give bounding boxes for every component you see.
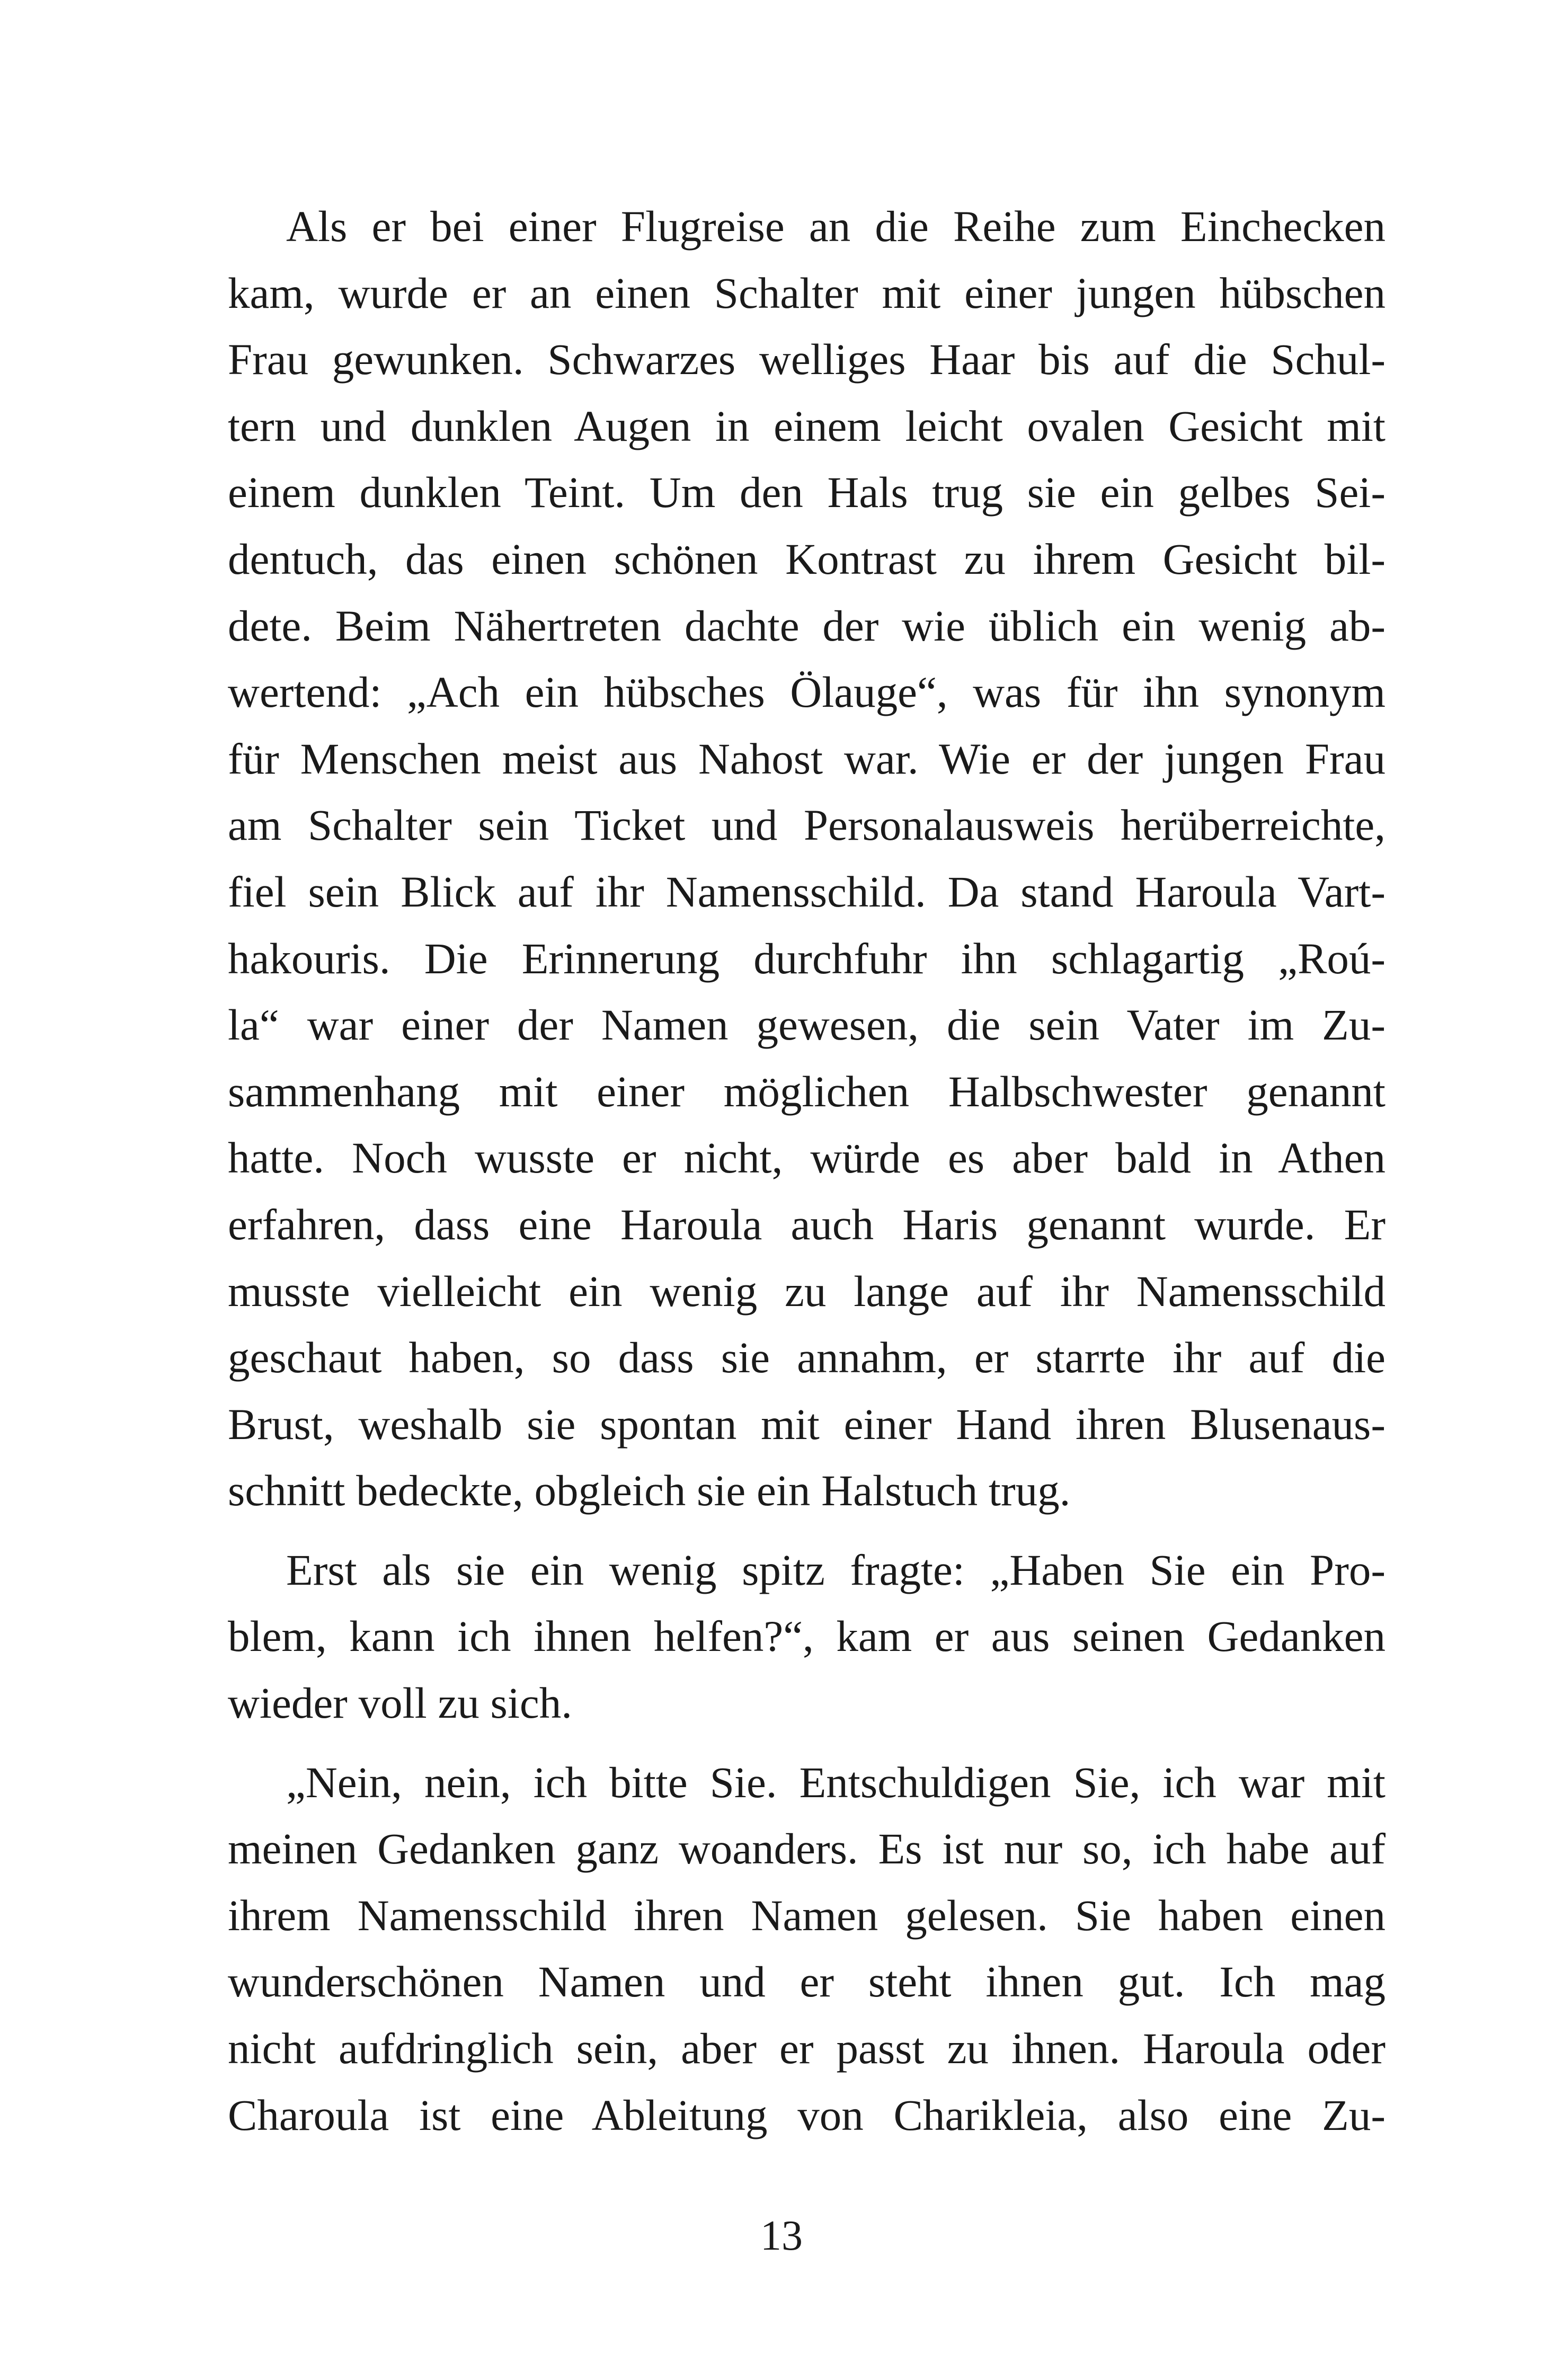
text-line: blem, kann ich ihnen helfen?“, kam er aus seinen Gedanken	[228, 1612, 1386, 1661]
text-line: la“ war einer der Namen gewesen, die sein Vater im Zu-	[228, 1000, 1386, 1050]
body-text	[228, 193, 1386, 2148]
text-line: meinen Gedanken ganz woanders. Es ist nur so, ich habe auf	[228, 1824, 1386, 1873]
text-line: wunderschönen Namen und er steht ihnen gut. Ich mag	[228, 1957, 1386, 2006]
paragraph-gap	[228, 1524, 1386, 1537]
text-line: hakouris. Die Erinnerung durchfuhr ihn schlagartig „Roú-	[228, 934, 1386, 983]
paragraph	[228, 1537, 1386, 1737]
page-number: 13	[760, 2213, 803, 2259]
text-line: am Schalter sein Ticket und Personalausweis herüberreichte,	[228, 801, 1386, 850]
paragraph	[228, 1750, 1386, 2149]
text-line: geschaut haben, so dass sie annahm, er starrte ihr auf die	[228, 1333, 1386, 1382]
text-line: Charoula ist eine Ableitung von Charikleia, also eine Zu-	[228, 2090, 1386, 2139]
text-line: nicht aufdringlich sein, aber er passt zu ihnen. Haroula oder	[228, 2024, 1386, 2073]
text-line: tern und dunklen Augen in einem leicht ovalen Gesicht mit	[228, 401, 1386, 450]
text-line: ihrem Namensschild ihren Namen gelesen. Sie haben einen	[228, 1890, 1386, 1940]
text-line: hatte. Noch wusste er nicht, würde es aber bald in Athen	[228, 1133, 1386, 1183]
paragraph-gap	[228, 1737, 1386, 1750]
text-line: erfahren, dass eine Haroula auch Haris genannt wurde. Er	[228, 1200, 1386, 1249]
text-line: musste vielleicht ein wenig zu lange auf ihr Namensschild	[228, 1266, 1386, 1316]
text-line: schnitt bedeckte, obgleich sie ein Halstuch trug.	[228, 1466, 1071, 1515]
text-line: wieder voll zu sich.	[228, 1679, 572, 1728]
text-line: sammenhang mit einer möglichen Halbschwester genannt	[228, 1067, 1386, 1116]
text-line: Brust, weshalb sie spontan mit einer Hand ihren Blusenaus-	[228, 1399, 1386, 1449]
text-line: einem dunklen Teint. Um den Hals trug sie ein gelbes Sei-	[228, 468, 1386, 517]
text-line: „Nein, nein, ich bitte Sie. Entschuldigen Sie, ich war mit	[286, 1757, 1386, 1807]
text-line: fiel sein Blick auf ihr Namensschild. Da stand Haroula Vart-	[228, 867, 1386, 916]
text-line: für Menschen meist aus Nahost war. Wie er der jungen Frau	[228, 734, 1386, 783]
text-line: Frau gewunken. Schwarzes welliges Haar bis auf die Schul-	[228, 335, 1386, 384]
text-line: Als er bei einer Flugreise an die Reihe zum Einchecken	[286, 202, 1386, 251]
paragraph	[228, 193, 1386, 1524]
text-line: dentuch, das einen schönen Kontrast zu ihrem Gesicht bil-	[228, 534, 1386, 583]
text-line: wertend: „Ach ein hübsches Ölauge“, was für ihn synonym	[228, 668, 1386, 717]
text-line: dete. Beim Nähertreten dachte der wie üblich ein wenig ab-	[228, 601, 1386, 650]
text-line: kam, wurde er an einen Schalter mit einer jungen hübschen	[228, 268, 1386, 317]
text-line: Erst als sie ein wenig spitz fragte: „Haben Sie ein Pro-	[286, 1545, 1386, 1594]
